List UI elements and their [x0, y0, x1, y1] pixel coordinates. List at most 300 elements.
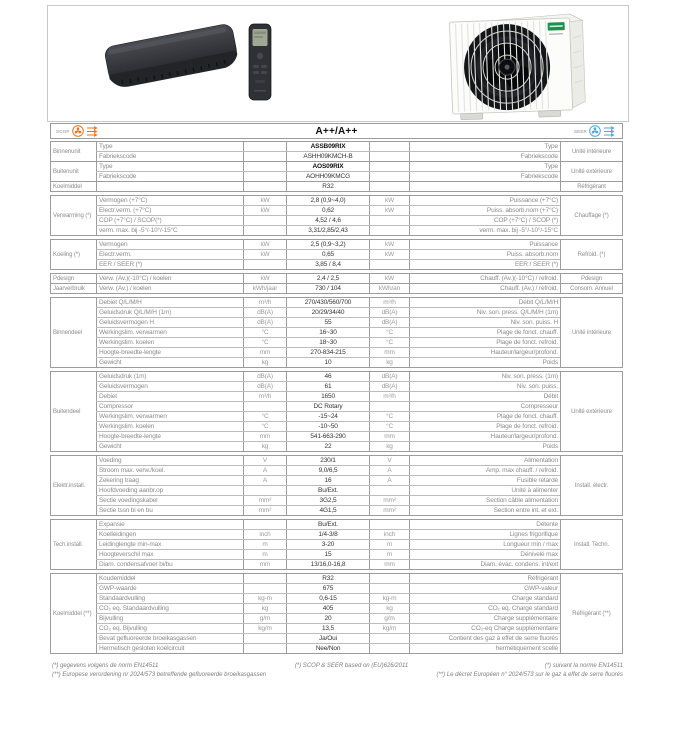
spec-value: -15~24	[286, 412, 369, 421]
spec-block-8	[50, 519, 623, 570]
spec-label-nl: Hoofdvoeding aanbr.op	[96, 486, 243, 495]
spec-label-fr: Alimentation	[409, 456, 560, 465]
unit-nl: kg-m	[243, 594, 286, 603]
unit-nl	[243, 260, 286, 269]
unit-fr	[369, 172, 409, 181]
unit-fr: kW	[369, 250, 409, 259]
spec-value: Bu/Ext.	[286, 486, 369, 495]
spec-label-nl: Fabriekscode	[96, 152, 243, 161]
spec-value: 13/16,0-16,8	[286, 560, 369, 569]
group-label-nl: Jaarverbruik	[53, 285, 85, 292]
table-row	[96, 249, 560, 259]
spec-label-fr: Puiss. absorb.nom (+7°C)	[409, 206, 560, 215]
indoor-unit-photo	[104, 23, 240, 90]
unit-nl: dB(A)	[243, 382, 286, 391]
product-photos	[48, 6, 628, 121]
spec-label-fr: Niv. son. puiss.	[409, 382, 560, 391]
unit-fr: m	[369, 550, 409, 559]
group-label-fr: Unité extérieure	[560, 372, 622, 451]
spec-value: -10~50	[286, 422, 369, 431]
seer-fan-icon	[589, 125, 601, 137]
spec-label-nl: Diam. condensafvoer bi/bu	[96, 560, 243, 569]
group-rows	[96, 372, 560, 451]
table-row	[96, 529, 560, 539]
unit-fr: kg	[369, 604, 409, 613]
spec-label-nl: Vermogen (+7°C)	[96, 196, 243, 205]
unit-nl: °C	[243, 328, 286, 337]
unit-nl: kW	[243, 274, 286, 283]
unit-nl: kWh/jaar	[243, 284, 286, 293]
spec-value: 16~30	[286, 328, 369, 337]
group-label-fr: Consom. Annuel	[560, 284, 622, 293]
spec-label-fr: Charge supplémentaire	[409, 614, 560, 623]
unit-nl: °C	[243, 422, 286, 431]
group-label-nl: Koelmiddel (**)	[53, 610, 92, 617]
table-row	[96, 317, 560, 327]
remote-control-photo	[249, 24, 271, 100]
spec-group	[51, 298, 622, 367]
unit-nl	[243, 402, 286, 411]
spec-label-fr: Débit Q/L/M/H	[409, 298, 560, 307]
unit-nl: °C	[243, 338, 286, 347]
table-row	[96, 337, 560, 347]
unit-nl	[243, 226, 286, 235]
unit-fr	[369, 216, 409, 225]
spec-value: AOS09RIX	[286, 162, 369, 171]
spec-value: 3,31/2,85/2,43	[286, 226, 369, 235]
unit-fr	[369, 402, 409, 411]
spec-label-fr: Niv. son. puiss. H	[409, 318, 560, 327]
spec-label-nl: COP (+7°C) / SCOP(*)	[96, 216, 243, 225]
table-row	[96, 559, 560, 569]
spec-group	[51, 456, 622, 515]
table-row	[96, 574, 560, 583]
table-row	[96, 372, 560, 381]
spec-value: 270-834-215	[286, 348, 369, 357]
spec-group	[51, 372, 622, 451]
unit-fr	[369, 574, 409, 583]
footnote-line-1	[52, 662, 623, 671]
spec-label-fr: Dénivelé max	[409, 550, 560, 559]
spec-value: ASSB09RIX	[286, 142, 369, 151]
spec-group	[51, 574, 622, 653]
unit-fr	[369, 584, 409, 593]
spec-value: 3,85 / 8,4	[286, 260, 369, 269]
spec-label-fr: Niv. son. press. Q/L/M/H (1m)	[409, 308, 560, 317]
spec-value: 61	[286, 382, 369, 391]
footnotes	[52, 662, 623, 680]
spec-value: R32	[286, 574, 369, 583]
energy-rating-bar	[50, 123, 623, 139]
spec-value: 1/4-3/8	[286, 530, 369, 539]
spec-value: 270/430/560/700	[286, 298, 369, 307]
spec-label-fr: Charge standard	[409, 594, 560, 603]
table-row	[96, 401, 560, 411]
spec-label-fr: Type	[409, 142, 560, 151]
footnote-nl-1: (*) gegevens volgens de norm EN14511	[52, 663, 159, 669]
table-row	[96, 421, 560, 431]
spec-value: 15	[286, 550, 369, 559]
group-rows	[96, 520, 560, 569]
spec-label-nl: Werkingslim. koelen	[96, 422, 243, 431]
spec-label-fr: Puissance	[409, 240, 560, 249]
spec-label-fr: Niv. son. press. (1m)	[409, 372, 560, 381]
spec-value: 22	[286, 442, 369, 451]
spec-label-fr: Hauteur/largeur/profond.	[409, 348, 560, 357]
spec-group	[51, 283, 622, 293]
spec-label-nl: GWP-waarde	[96, 584, 243, 593]
spec-label-fr: EER / SEER (*)	[409, 260, 560, 269]
spec-group	[51, 240, 622, 269]
spec-label-nl: Hermetisch gesloten koelcircuit	[96, 644, 243, 653]
spec-block-7	[50, 455, 623, 516]
spec-label-nl: Koelleidingen	[96, 530, 243, 539]
table-row	[96, 307, 560, 317]
footnote-fr-1: (*) suivant la norme EN14511	[544, 663, 623, 669]
spec-value: 0,65	[286, 250, 369, 259]
unit-fr: A	[369, 466, 409, 475]
spec-label-fr: Fusible retardé	[409, 476, 560, 485]
spec-group	[51, 161, 622, 181]
unit-fr: °C	[369, 328, 409, 337]
table-row	[96, 215, 560, 225]
spec-label-fr: CO₂-eq Charge supplémentaire	[409, 624, 560, 633]
group-label-fr: Unité intérieure	[560, 298, 622, 367]
spec-value: 3-20	[286, 540, 369, 549]
group-rows	[96, 162, 560, 181]
spec-value: Ja/Oui	[286, 634, 369, 643]
unit-fr: kW	[369, 206, 409, 215]
unit-nl	[243, 142, 286, 151]
unit-nl	[243, 574, 286, 583]
spec-value: 2,8 (0,9~4,0)	[286, 196, 369, 205]
spec-label-fr: Diam. évac. condens. int/ext	[409, 560, 560, 569]
table-row	[96, 441, 560, 451]
table-row	[96, 495, 560, 505]
unit-fr: m³/h	[369, 392, 409, 401]
footnote-nl-2: (**) Europese verordening nr 2024/573 betreffende gefluoreerde broeikasgassen	[52, 672, 267, 678]
spec-value: DC Rotary	[286, 402, 369, 411]
spec-value: 2,4 / 2,5	[286, 274, 369, 283]
table-row	[96, 225, 560, 235]
table-row	[96, 593, 560, 603]
spec-label-fr: Détente	[409, 520, 560, 529]
table-row	[96, 274, 560, 283]
unit-fr: inch	[369, 530, 409, 539]
spec-group	[51, 196, 622, 235]
spec-label-fr: Puiss. absorb.nom	[409, 250, 560, 259]
unit-nl: °C	[243, 412, 286, 421]
group-rows	[96, 456, 560, 515]
unit-nl: V	[243, 456, 286, 465]
group-rows	[96, 240, 560, 269]
spec-label-nl: verm. max. bij -5°/-10°/-15°C	[96, 226, 243, 235]
table-row	[96, 456, 560, 465]
unit-nl: A	[243, 476, 286, 485]
specification-table	[50, 141, 623, 657]
spec-value: 730 / 104	[286, 284, 369, 293]
spec-label-fr: Section entre int. et ext.	[409, 506, 560, 515]
spec-value: AOHH09KMCG	[286, 172, 369, 181]
group-rows	[96, 182, 560, 191]
spec-block-9	[50, 573, 623, 654]
unit-nl	[243, 182, 286, 191]
spec-block-1	[50, 141, 623, 192]
unit-fr: °C	[369, 422, 409, 431]
spec-label-nl: Bevat gefluoreerde broeikasgassen	[96, 634, 243, 643]
energy-rating-value: A++/A++	[315, 125, 358, 137]
spec-label-fr: GWP-valeur	[409, 584, 560, 593]
group-rows	[96, 284, 560, 293]
group-label-nl: Pdesign	[53, 275, 74, 282]
unit-nl	[243, 172, 286, 181]
spec-value: 46	[286, 372, 369, 381]
unit-nl	[243, 152, 286, 161]
unit-fr	[369, 162, 409, 171]
table-row	[96, 171, 560, 181]
spec-block-3	[50, 239, 623, 270]
table-row	[96, 539, 560, 549]
spec-label-fr: Section câble alimentation	[409, 496, 560, 505]
table-row	[96, 583, 560, 593]
unit-fr	[369, 486, 409, 495]
spec-label-fr: CO₂ eq. Charge standard	[409, 604, 560, 613]
table-row	[96, 162, 560, 171]
group-rows	[96, 142, 560, 161]
spec-label-nl: Werkingslim. koelen	[96, 338, 243, 347]
footnote-fr-2: (**) Le décret Européen n° 2024/573 sur le gaz à effet de serre fluorés	[436, 672, 623, 678]
group-label-fr: Pdesign	[560, 274, 622, 283]
group-label-fr: Réfrigérant (**)	[560, 574, 622, 653]
spec-label-nl: CO₂ eq. Bijvulling	[96, 624, 243, 633]
spec-label-fr: Lignes frigorifique	[409, 530, 560, 539]
unit-fr: A	[369, 476, 409, 485]
unit-nl: m³/h	[243, 392, 286, 401]
spec-label-nl: Gewicht	[96, 358, 243, 367]
spec-value: 20	[286, 614, 369, 623]
unit-nl: g/m	[243, 614, 286, 623]
group-label-fr: Chauffage (*)	[560, 196, 622, 235]
spec-label-nl: Voeding	[96, 456, 243, 465]
group-rows	[96, 274, 560, 283]
table-row	[96, 411, 560, 421]
spec-value: 18~30	[286, 338, 369, 347]
unit-nl: mm²	[243, 496, 286, 505]
table-row	[96, 142, 560, 151]
group-label-nl: Tech.install.	[53, 541, 84, 548]
spec-label-nl: Verw. (Av.)(-10°C) / koelen	[96, 274, 243, 283]
spec-label-fr: COP (+7°C) / SCOP (*)	[409, 216, 560, 225]
spec-value: 20/29/34/40	[286, 308, 369, 317]
seer-logo	[574, 125, 617, 137]
spec-label-nl: Leidinglengte min-max	[96, 540, 243, 549]
spec-group	[51, 181, 622, 191]
spec-label-nl: Debiet Q/L/M/H	[96, 298, 243, 307]
spec-value: ASHH09KMCH-B	[286, 152, 369, 161]
spec-label-nl: Koudemiddel	[96, 574, 243, 583]
unit-nl: mm	[243, 560, 286, 569]
table-row	[96, 391, 560, 401]
group-label-nl: Verwarming (*)	[53, 212, 92, 219]
spec-value: Bu/Ext.	[286, 520, 369, 529]
spec-label-fr: Débit	[409, 392, 560, 401]
group-label-nl: Binnendeel	[53, 329, 83, 336]
unit-fr: kg	[369, 358, 409, 367]
unit-nl	[243, 634, 286, 643]
unit-nl: kW	[243, 196, 286, 205]
spec-label-fr: Puissance (+7°C)	[409, 196, 560, 205]
table-row	[96, 633, 560, 643]
group-label-fr: Install. Techn.	[560, 520, 622, 569]
unit-nl: dB(A)	[243, 372, 286, 381]
unit-nl: inch	[243, 530, 286, 539]
table-row	[96, 298, 560, 307]
seer-label: SEER	[573, 128, 587, 134]
spec-label-nl: Type	[96, 142, 243, 151]
spec-label-nl: EER / SEER (*)	[96, 260, 243, 269]
unit-fr: mm²	[369, 506, 409, 515]
outdoor-unit-photo	[449, 13, 585, 120]
spec-label-nl: Vermogen	[96, 240, 243, 249]
table-row	[96, 603, 560, 613]
unit-fr: °C	[369, 338, 409, 347]
table-row	[96, 240, 560, 249]
unit-nl: dB(A)	[243, 318, 286, 327]
unit-nl: m	[243, 550, 286, 559]
spec-label-nl: Type	[96, 162, 243, 171]
unit-fr: kW	[369, 196, 409, 205]
unit-fr	[369, 520, 409, 529]
spec-label-fr: Plage de fonct. chauff.	[409, 328, 560, 337]
spec-label-fr: Poids	[409, 358, 560, 367]
spec-value: 230/1	[286, 456, 369, 465]
spec-label-nl: Electr.verm.	[96, 250, 243, 259]
spec-value: 4,52 / 4,6	[286, 216, 369, 225]
spec-value: 3G2,5	[286, 496, 369, 505]
spec-label-fr: Chauff. (Av.)(-10°C) / refroid.	[409, 274, 560, 283]
spec-label-nl: Zekering traag	[96, 476, 243, 485]
group-label-fr: Unité intérieure	[560, 142, 622, 161]
table-row	[96, 381, 560, 391]
table-row	[96, 643, 560, 653]
unit-fr: kW	[369, 274, 409, 283]
unit-fr: g/m	[369, 614, 409, 623]
spec-label-fr: Contient des gaz à effet de serre fluorés	[409, 634, 560, 643]
unit-fr: V	[369, 456, 409, 465]
unit-nl: mm	[243, 348, 286, 357]
spec-label-fr: Plage de fonct. refroid.	[409, 338, 560, 347]
spec-label-nl: Hoogte-breedte-lengte	[96, 348, 243, 357]
unit-fr	[369, 644, 409, 653]
table-row	[96, 347, 560, 357]
spec-block-5	[50, 297, 623, 368]
spec-label-nl	[96, 182, 243, 191]
unit-fr: kg	[369, 442, 409, 451]
spec-group	[51, 142, 622, 161]
unit-fr: mm	[369, 560, 409, 569]
spec-value: 405	[286, 604, 369, 613]
table-row	[96, 284, 560, 293]
spec-label-fr: Chauff. (Av.) / refroid.	[409, 284, 560, 293]
spec-value: R32	[286, 182, 369, 191]
table-row	[96, 205, 560, 215]
group-rows	[96, 196, 560, 235]
group-label-fr: Réfrigérant	[560, 182, 622, 191]
table-row	[96, 357, 560, 367]
table-row	[96, 151, 560, 161]
group-label-nl: Koeling (*)	[53, 251, 80, 258]
spec-label-fr: Unité à alimenter	[409, 486, 560, 495]
spec-label-fr: Plage de fonct. refroid.	[409, 422, 560, 431]
spec-group	[51, 520, 622, 569]
spec-group	[51, 274, 622, 283]
unit-fr	[369, 142, 409, 151]
table-row	[96, 549, 560, 559]
footnote-en-1: (*) SCOP & SEER based on (EU)626/2011	[294, 663, 409, 669]
spec-label-nl: Gewicht	[96, 442, 243, 451]
spec-label-nl: Verw. (Av.) / koelen	[96, 284, 243, 293]
scop-fan-icon	[72, 125, 84, 137]
table-row	[96, 520, 560, 529]
spec-label-nl: Standaardvulling	[96, 594, 243, 603]
spec-label-nl: Compressor	[96, 402, 243, 411]
group-rows	[96, 574, 560, 653]
spec-block-6	[50, 371, 623, 452]
unit-nl	[243, 584, 286, 593]
unit-nl: kg	[243, 358, 286, 367]
spec-value: 2,5 (0,9~3,2)	[286, 240, 369, 249]
table-row	[96, 485, 560, 495]
unit-fr	[369, 634, 409, 643]
spec-label-nl: Geluidsdruk Q/L/M/H (1m)	[96, 308, 243, 317]
spec-label-fr: Poids	[409, 442, 560, 451]
unit-fr	[369, 260, 409, 269]
unit-fr: dB(A)	[369, 308, 409, 317]
product-photo-area	[47, 5, 629, 122]
spec-value: 541-663-290	[286, 432, 369, 441]
spec-label-fr: Réfrigérant	[409, 574, 560, 583]
group-label-nl: Buitenunit	[53, 168, 79, 175]
spec-value: 10	[286, 358, 369, 367]
group-label-fr: Refroid. (*)	[560, 240, 622, 269]
spec-label-nl: Bijvulling	[96, 614, 243, 623]
spec-label-fr: Fabriekscode	[409, 152, 560, 161]
seer-cool-waves-icon	[603, 126, 617, 137]
unit-nl: mm²	[243, 506, 286, 515]
spec-label-nl: Sectie tssn bi en bu	[96, 506, 243, 515]
spec-label-fr: Amp. max chauff. / refroid.	[409, 466, 560, 475]
unit-nl: m³/h	[243, 298, 286, 307]
unit-fr: mm	[369, 348, 409, 357]
spec-label-fr: hermétiquement scellé	[409, 644, 560, 653]
spec-block-4	[50, 273, 623, 294]
group-label-fr: Install. électr.	[560, 456, 622, 515]
spec-label-nl: Werkingslim. verwarmen	[96, 328, 243, 337]
group-label-nl: Elektr.install.	[53, 482, 86, 489]
spec-label-nl: Sectie voedingskabel	[96, 496, 243, 505]
spec-label-fr	[409, 182, 560, 191]
spec-label-nl: Geluidsvermogen H	[96, 318, 243, 327]
unit-nl	[243, 162, 286, 171]
unit-nl: A	[243, 466, 286, 475]
spec-label-nl: Electr.verm. (+7°C)	[96, 206, 243, 215]
spec-label-nl: Stroom max. verw./koel.	[96, 466, 243, 475]
unit-nl	[243, 644, 286, 653]
spec-value: Nee/Non	[286, 644, 369, 653]
unit-nl: m	[243, 540, 286, 549]
unit-fr	[369, 226, 409, 235]
table-row	[96, 259, 560, 269]
